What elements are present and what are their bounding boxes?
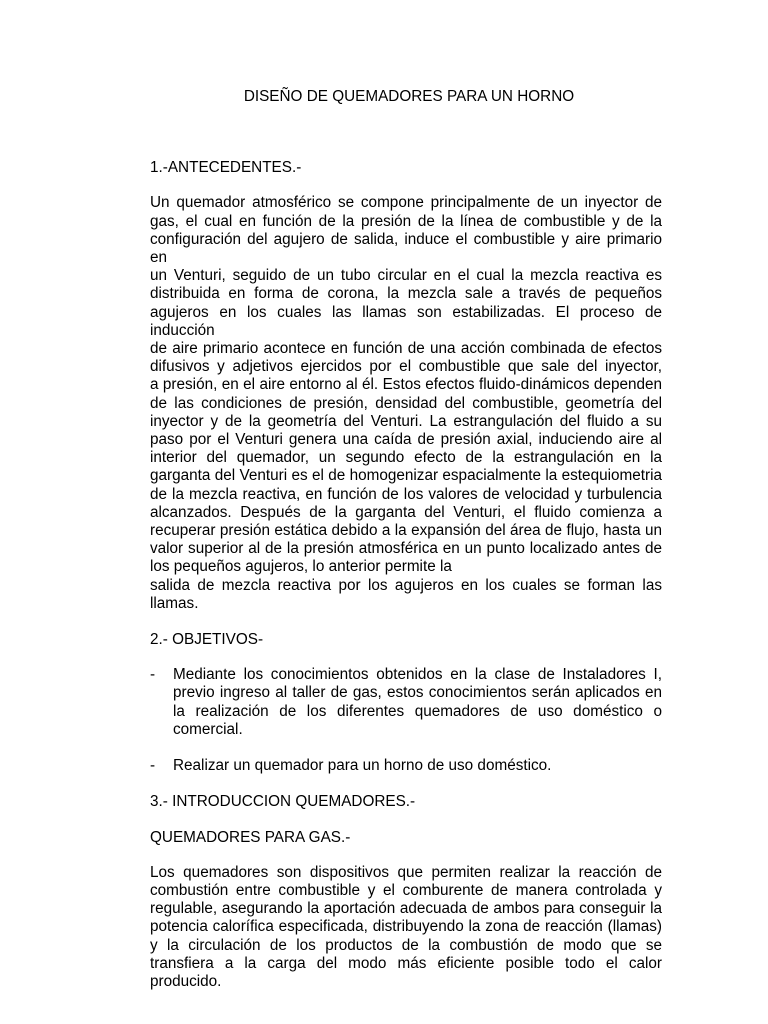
text-line: garganta del Venturi es el de homogenizar espacialmente la estequiometria (150, 467, 662, 485)
text-line: distribuida en forma de corona, la mezcla sale a través de pequeños (150, 285, 662, 303)
quemadores-paragraph (150, 864, 662, 991)
list-item (150, 757, 662, 775)
text-line: configuración del agujero de salida, induce el combustible y aire primario en (150, 230, 662, 267)
list-item (150, 666, 662, 739)
text-line: gas, el cual en función de la presión de la línea de combustible y de la (150, 212, 662, 230)
text-line: regulable, asegurando la aportación adecuada de ambos para conseguir la (150, 900, 662, 918)
text-line: agujeros en los cuales las llamas son estabilizadas. El proceso de inducción (150, 303, 662, 339)
text-line: de aire primario acontece en función de una acción combinada de efectos (150, 340, 662, 358)
text-line: alcanzados. Después de la garganta del Venturi, el fluido comienza a (150, 503, 662, 521)
text-line: paso por el Venturi genera una caída de presión axial, induciendo aire al (150, 431, 662, 449)
text-line: de la mezcla reactiva, en función de los valores de velocidad y turbulencia (150, 485, 662, 503)
document-page (150, 88, 662, 1009)
text-line: Mediante los conocimientos obtenidos en la clase de Instaladores I, (173, 666, 662, 684)
text-line: Realizar un quemador para un horno de uso doméstico. (173, 757, 552, 775)
section-heading-introduccion: 3.- INTRODUCCION QUEMADORES.- (150, 793, 416, 811)
text-line: a presión, en el aire entorno al él. Estos efectos fluido-dinámicos dependen (150, 376, 662, 394)
antecedentes-paragraph (150, 194, 662, 613)
section-heading-objetivos: 2.- OBJETIVOS- (150, 631, 264, 649)
text-line: interior del quemador, un segundo efecto de la estrangulación en la (150, 449, 662, 467)
text-line: los pequeños agujeros, lo anterior permite la (150, 558, 452, 576)
objetivos-list (150, 666, 662, 775)
text-line: la realización de los diferentes quemadores de uso doméstico o (173, 702, 662, 720)
text-line: un Venturi, seguido de un tubo circular en el cual la mezcla reactiva es (150, 267, 662, 285)
text-line: inyector y de la geometría del Venturi. La estrangulación del fluido a su (150, 412, 662, 430)
text-line: transfiera a la carga del modo más eficiente posible todo el calor producido. (150, 954, 662, 990)
bullet-dash: - (150, 757, 156, 775)
text-line: llamas. (150, 594, 199, 612)
text-line: combustión entre combustible y el comburente de manera controlada y (150, 881, 662, 899)
text-line: de las condiciones de presión, densidad del combustible, geometría del (150, 394, 662, 412)
text-line: previo ingreso al taller de gas, estos conocimientos serán aplicados en (173, 684, 662, 702)
bullet-dash: - (150, 666, 156, 684)
subheading-quemadores-gas: QUEMADORES PARA GAS.- (150, 828, 351, 846)
text-line: y la circulación de los productos de la combustión de modo que se (150, 936, 662, 954)
text-line: comercial. (173, 720, 243, 738)
text-line: potencia calorífica especificada, distribuyendo la zona de reacción (llamas) (150, 918, 662, 936)
text-line: Un quemador atmosférico se compone principalmente de un inyector de (150, 194, 662, 212)
document-title: DISEÑO DE QUEMADORES PARA UN HORNO (243, 88, 575, 105)
text-line: salida de mezcla reactiva por los agujeros en los cuales se forman las (150, 576, 662, 594)
text-line: Los quemadores son dispositivos que permiten realizar la reacción de (150, 863, 662, 881)
text-line: difusivos y adjetivos ejercidos por el combustible que sale del inyector, (150, 358, 662, 376)
section-heading-antecedentes: 1.-ANTECEDENTES.- (150, 159, 302, 177)
text-line: recuperar presión estática debido a la expansión del área de flujo, hasta un (150, 522, 662, 540)
text-line: valor superior al de la presión atmosférica en un punto localizado antes de (150, 540, 662, 558)
